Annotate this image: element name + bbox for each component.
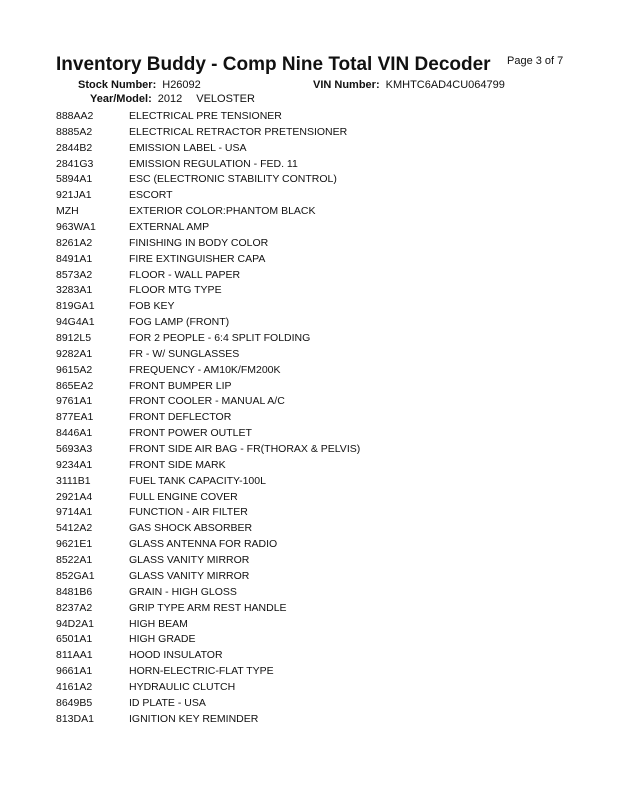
option-description: FIRE EXTINGUISHER CAPA [129,252,266,265]
option-description: GLASS VANITY MIRROR [129,569,250,582]
year-model [90,93,255,105]
stock-number-label: Stock Number: [78,79,157,91]
option-description: ELECTRICAL PRE TENSIONER [129,110,282,122]
year-value: 2012 [157,93,183,105]
option-code: 8649B5 [56,696,93,709]
option-description: EXTERNAL AMP [129,221,210,234]
option-code: 9661A1 [56,665,93,678]
option-code: 8885A2 [56,125,93,138]
option-description: HIGH BEAM [129,617,188,630]
option-description: FREQUENCY - AM10K/FM200K [129,363,281,376]
option-description: GRIP TYPE ARM REST HANDLE [129,601,287,614]
vin-number-value: KMHTC6AD4CU064799 [385,79,505,91]
option-code: 9621E1 [56,538,93,551]
option-code: 9714A1 [56,506,93,519]
option-description: FLOOR MTG TYPE [129,284,222,297]
option-description: FR - W/ SUNGLASSES [129,347,240,360]
option-description: GLASS ANTENNA FOR RADIO [129,538,278,551]
option-description: FRONT DEFLECTOR [129,411,232,424]
option-description: GLASS VANITY MIRROR [129,554,250,567]
option-code: 8522A1 [56,554,93,567]
option-code: 9615A2 [56,363,93,376]
option-description: FUNCTION - AIR FILTER [129,506,248,519]
option-code: 2844B2 [56,141,93,154]
option-code: 8446A1 [56,427,93,440]
option-code: 2921A4 [56,490,93,503]
option-code: 3111B1 [56,474,91,487]
option-description: FUEL TANK CAPACITY-100L [129,474,266,487]
option-description: EMISSION REGULATION - FED. 11 [129,157,298,170]
option-code: 3283A1 [56,284,93,297]
option-code: 921JA1 [56,189,92,202]
option-code: 9761A1 [56,395,93,408]
option-code: 865EA2 [56,379,94,392]
option-description: ID PLATE - USA [129,696,206,709]
option-code: 888AA2 [56,110,94,122]
option-description: ESCORT [129,189,173,202]
option-code: 4161A2 [56,680,93,693]
option-code: 5894A1 [56,173,93,186]
option-description: HOOD INSULATOR [129,649,223,662]
option-description: FINISHING IN BODY COLOR [129,236,269,249]
document-title: Inventory Buddy - Comp Nine Total VIN Decoder [56,54,491,75]
option-description: GAS SHOCK ABSORBER [129,522,253,535]
option-description: FULL ENGINE COVER [129,490,238,503]
option-description: ELECTRICAL RETRACTOR PRETENSIONER [129,125,348,138]
option-description: ESC (ELECTRONIC STABILITY CONTROL) [129,173,337,186]
option-code: 8912L5 [56,332,92,345]
option-code: 5693A3 [56,443,93,456]
vin-number [313,79,505,91]
option-description: HORN-ELECTRIC-FLAT TYPE [129,665,274,678]
page-number: Page 3 of 7 [507,55,564,67]
option-description: EMISSION LABEL - USA [129,141,247,154]
option-code: 852GA1 [56,569,95,582]
option-code: 811AA1 [56,649,93,662]
option-description: IGNITION KEY REMINDER [129,712,259,725]
option-description: FRONT SIDE MARK [129,458,226,471]
option-description: HIGH GRADE [129,633,196,646]
option-description: FOB KEY [129,300,175,313]
option-code: 8491A1 [56,252,93,265]
vin-number-label: VIN Number: [313,79,380,91]
option-description: FOR 2 PEOPLE - 6:4 SPLIT FOLDING [129,332,311,345]
option-description: GRAIN - HIGH GLOSS [129,585,237,598]
option-code: 8261A2 [56,236,93,249]
option-description: EXTERIOR COLOR:PHANTOM BLACK [129,205,316,218]
option-code: 94G4A1 [56,316,95,329]
year-model-label: Year/Model: [90,93,152,105]
option-code: 9282A1 [56,347,93,360]
stock-number [78,79,201,91]
option-description: FRONT BUMPER LIP [129,379,232,392]
option-description: FRONT SIDE AIR BAG - FR(THORAX & PELVIS) [129,443,361,456]
option-code: 5412A2 [56,522,93,535]
option-code: 819GA1 [56,300,95,313]
option-code: MZH [56,205,79,218]
option-code: 9234A1 [56,458,93,471]
option-code: 877EA1 [56,411,94,424]
option-code: 8237A2 [56,601,93,614]
option-description: HYDRAULIC CLUTCH [129,680,236,693]
stock-number-value: H26092 [162,79,201,91]
option-description: FOG LAMP (FRONT) [129,316,230,329]
option-code: 94D2A1 [56,617,94,630]
option-code: 963WA1 [56,221,96,234]
option-description: FRONT POWER OUTLET [129,427,252,440]
option-description: FRONT COOLER - MANUAL A/C [129,395,285,408]
option-code: 8573A2 [56,268,93,281]
option-description: FLOOR - WALL PAPER [129,268,241,281]
option-code: 813DA1 [56,712,94,725]
model-value: VELOSTER [196,93,255,105]
option-code: 6501A1 [56,633,93,646]
option-code: 2841G3 [56,157,94,170]
option-code: 8481B6 [56,585,93,598]
